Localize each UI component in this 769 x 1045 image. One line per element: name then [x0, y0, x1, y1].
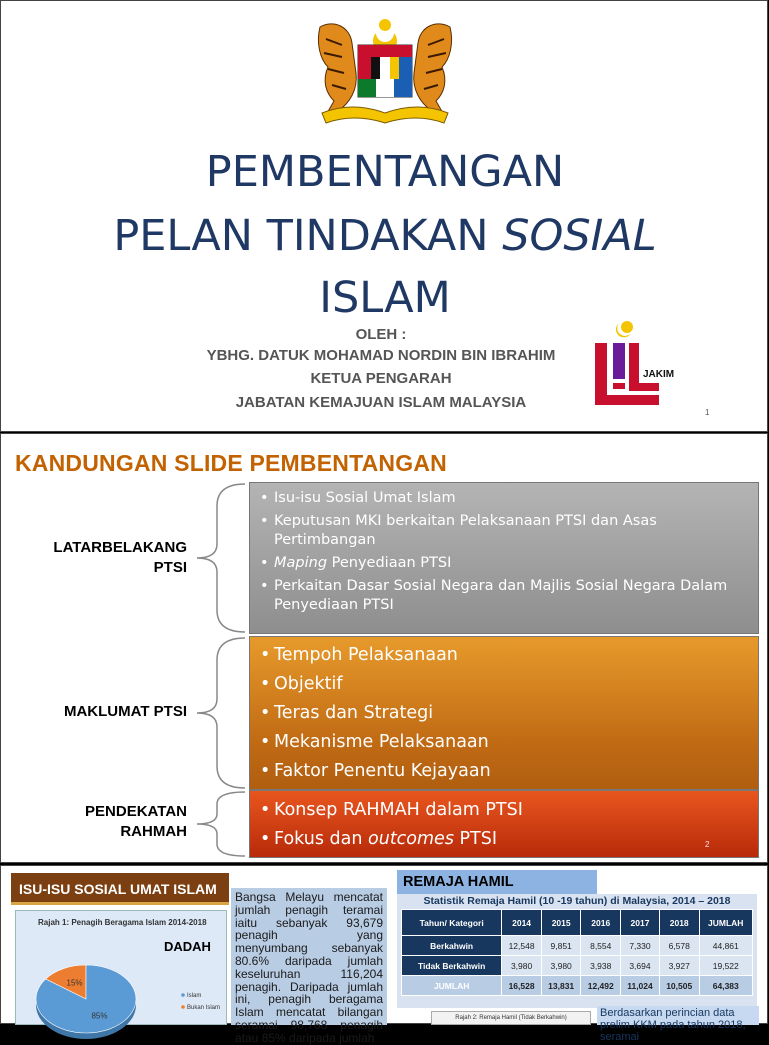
label-line: LATARBELAKANG	[53, 539, 187, 556]
list-item-text: PTSI	[453, 829, 498, 849]
slide-issues	[0, 865, 768, 1045]
brace-icon	[187, 790, 249, 858]
table-cell: 3,980	[541, 956, 581, 976]
pie-label-bukan-islam: 15%	[66, 978, 83, 988]
label-line: PTSI	[153, 559, 187, 576]
label-latarbelakang	[41, 538, 187, 578]
table-header-row	[402, 910, 753, 936]
legend-islam: Islam	[187, 993, 202, 999]
page-number: 1	[705, 408, 710, 417]
box-latarbelakang	[249, 482, 759, 634]
malaysia-coat-of-arms-icon	[312, 15, 458, 127]
slide-contents	[0, 433, 768, 863]
table-row	[402, 956, 753, 976]
table-title: Statistik Remaja Hamil (10 -19 tahun) di Malaysia, 2014 – 2018	[423, 895, 731, 907]
list-item	[254, 554, 750, 573]
slide-title	[0, 0, 768, 432]
list-item: • Isu-isu Sosial Umat Islam	[254, 489, 750, 508]
chart-label: DADAH	[164, 939, 211, 954]
list-item: • Keputusan MKI berkaitan Pelaksanaan PTSI dan Asas Pertimbangan	[254, 512, 750, 550]
table-cell: 10,505	[659, 976, 699, 996]
label-maklumat: MAKLUMAT PTSI	[63, 703, 187, 720]
department-name: JABATAN KEMAJUAN ISLAM MALAYSIA	[235, 394, 527, 411]
pie-chart-panel	[15, 910, 227, 1025]
row-label: Berkahwin	[402, 936, 502, 956]
slide-heading: ISU-ISU SOSIAL UMAT ISLAM	[11, 873, 229, 905]
pie-label-islam: 85%	[91, 1011, 108, 1021]
brace-icon	[187, 482, 249, 634]
list-item: • Objektif	[254, 670, 750, 699]
table-cell: 7,330	[621, 936, 660, 956]
table-cell: 16,528	[502, 976, 542, 996]
presenter-name: YBHG. DATUK MOHAMAD NORDIN BIN IBRAHIM	[206, 347, 556, 364]
legend-bukan-islam: Bukan Islam	[187, 1005, 221, 1011]
remaja-hamil-table	[401, 909, 753, 996]
table-cell: 9,851	[541, 936, 581, 956]
title-line-2	[1, 211, 769, 261]
list-item: • Faktor Penentu Kejayaan	[254, 757, 750, 786]
table-cell: 12,492	[581, 976, 621, 996]
chart-title: Rajah 1: Penagih Beragama Islam 2014-2018	[38, 918, 207, 927]
pie-group	[36, 965, 136, 1039]
remaja-hamil-heading: REMAJA HAMIL	[397, 870, 597, 894]
oleh-label: OLEH :	[355, 326, 407, 343]
table-cell: 3,938	[581, 956, 621, 976]
rajah2-caption: Rajah 2: Remaja Hamil (Tidak Berkahwin)	[431, 1011, 591, 1025]
list-item: • Teras dan Strategi	[254, 699, 750, 728]
jakim-label: JAKIM	[643, 369, 675, 380]
header-cell: JUMLAH	[699, 910, 753, 936]
dadah-paragraph: Bangsa Melayu mencatat jumlah penagih teramai iaitu sebanyak 93,679 penagih yang menyumbang sebanyak 80.6% daripada jumlah keseluruhan 116,204 penagih. Daripada jumlah ini, penagih beragama Islam mencatat bilangan seramai 98,768 penagih atau 85% daripada jumlah	[231, 888, 387, 1025]
list-item: • Tempoh Pelaksanaan	[254, 641, 750, 670]
slide-heading: KANDUNGAN SLIDE PEMBENTANGAN	[15, 450, 447, 476]
presenter-position: KETUA PENGARAH	[310, 370, 452, 387]
title-line-1: PEMBENTANGAN	[205, 147, 565, 197]
jakim-logo-icon	[591, 319, 675, 407]
table-cell: 8,554	[581, 936, 621, 956]
legend-swatch-islam	[181, 993, 185, 997]
table-cell: 19,522	[699, 956, 753, 976]
table-cell: 64,383	[699, 976, 753, 996]
header-cell: 2015	[541, 910, 581, 936]
row-label: Tidak Berkahwin	[402, 956, 502, 976]
label-line: RAHMAH	[120, 823, 187, 840]
table-cell: 11,024	[621, 976, 660, 996]
table-cell: 44,861	[699, 936, 753, 956]
title-line-2-text: PELAN TINDAKAN	[113, 211, 503, 261]
table-row	[402, 936, 753, 956]
table-cell: 3,980	[502, 956, 542, 976]
table-cell: 3,694	[621, 956, 660, 976]
header-cell: 2017	[621, 910, 660, 936]
page-number: 2	[705, 840, 710, 849]
box-maklumat	[249, 636, 759, 790]
list-item-italic: outcomes	[368, 829, 454, 849]
pie-chart	[16, 911, 228, 1026]
label-pendekatan	[41, 802, 187, 842]
list-item: • Mekanisme Pelaksanaan	[254, 728, 750, 757]
list-item-text: Penyediaan PTSI	[327, 555, 452, 571]
label-line: PENDEKATAN	[85, 803, 187, 820]
table-cell: 6,578	[659, 936, 699, 956]
title-line-2-italic: SOSIAL	[502, 211, 657, 261]
brace-icon	[187, 636, 249, 790]
header-cell: Tahun/ Kategori	[402, 910, 502, 936]
remaja-table-panel	[397, 894, 757, 1008]
row-label: JUMLAH	[402, 976, 502, 996]
table-cell: 3,927	[659, 956, 699, 976]
table-cell: 13,831	[541, 976, 581, 996]
list-item-text: Fokus dan	[274, 829, 369, 849]
list-item: • Perkaitan Dasar Sosial Negara dan Majlis Sosial Negara Dalam Penyediaan PTSI	[254, 577, 750, 615]
legend-swatch-bukan	[181, 1005, 185, 1009]
list-item: • Konsep RAHMAH dalam PTSI	[254, 796, 750, 825]
table-cell: 12,548	[502, 936, 542, 956]
title-line-3: ISLAM	[319, 273, 451, 323]
header-cell: 2014	[502, 910, 542, 936]
list-item-italic: Maping	[274, 555, 328, 571]
list-item	[254, 825, 750, 854]
berdasarkan-text: Berdasarkan perincian data prelim KKM pada tahun 2018, seramai	[597, 1006, 759, 1025]
header-cell: 2018	[659, 910, 699, 936]
box-rahmah	[249, 790, 759, 858]
table-row-total	[402, 976, 753, 996]
header-cell: 2016	[581, 910, 621, 936]
